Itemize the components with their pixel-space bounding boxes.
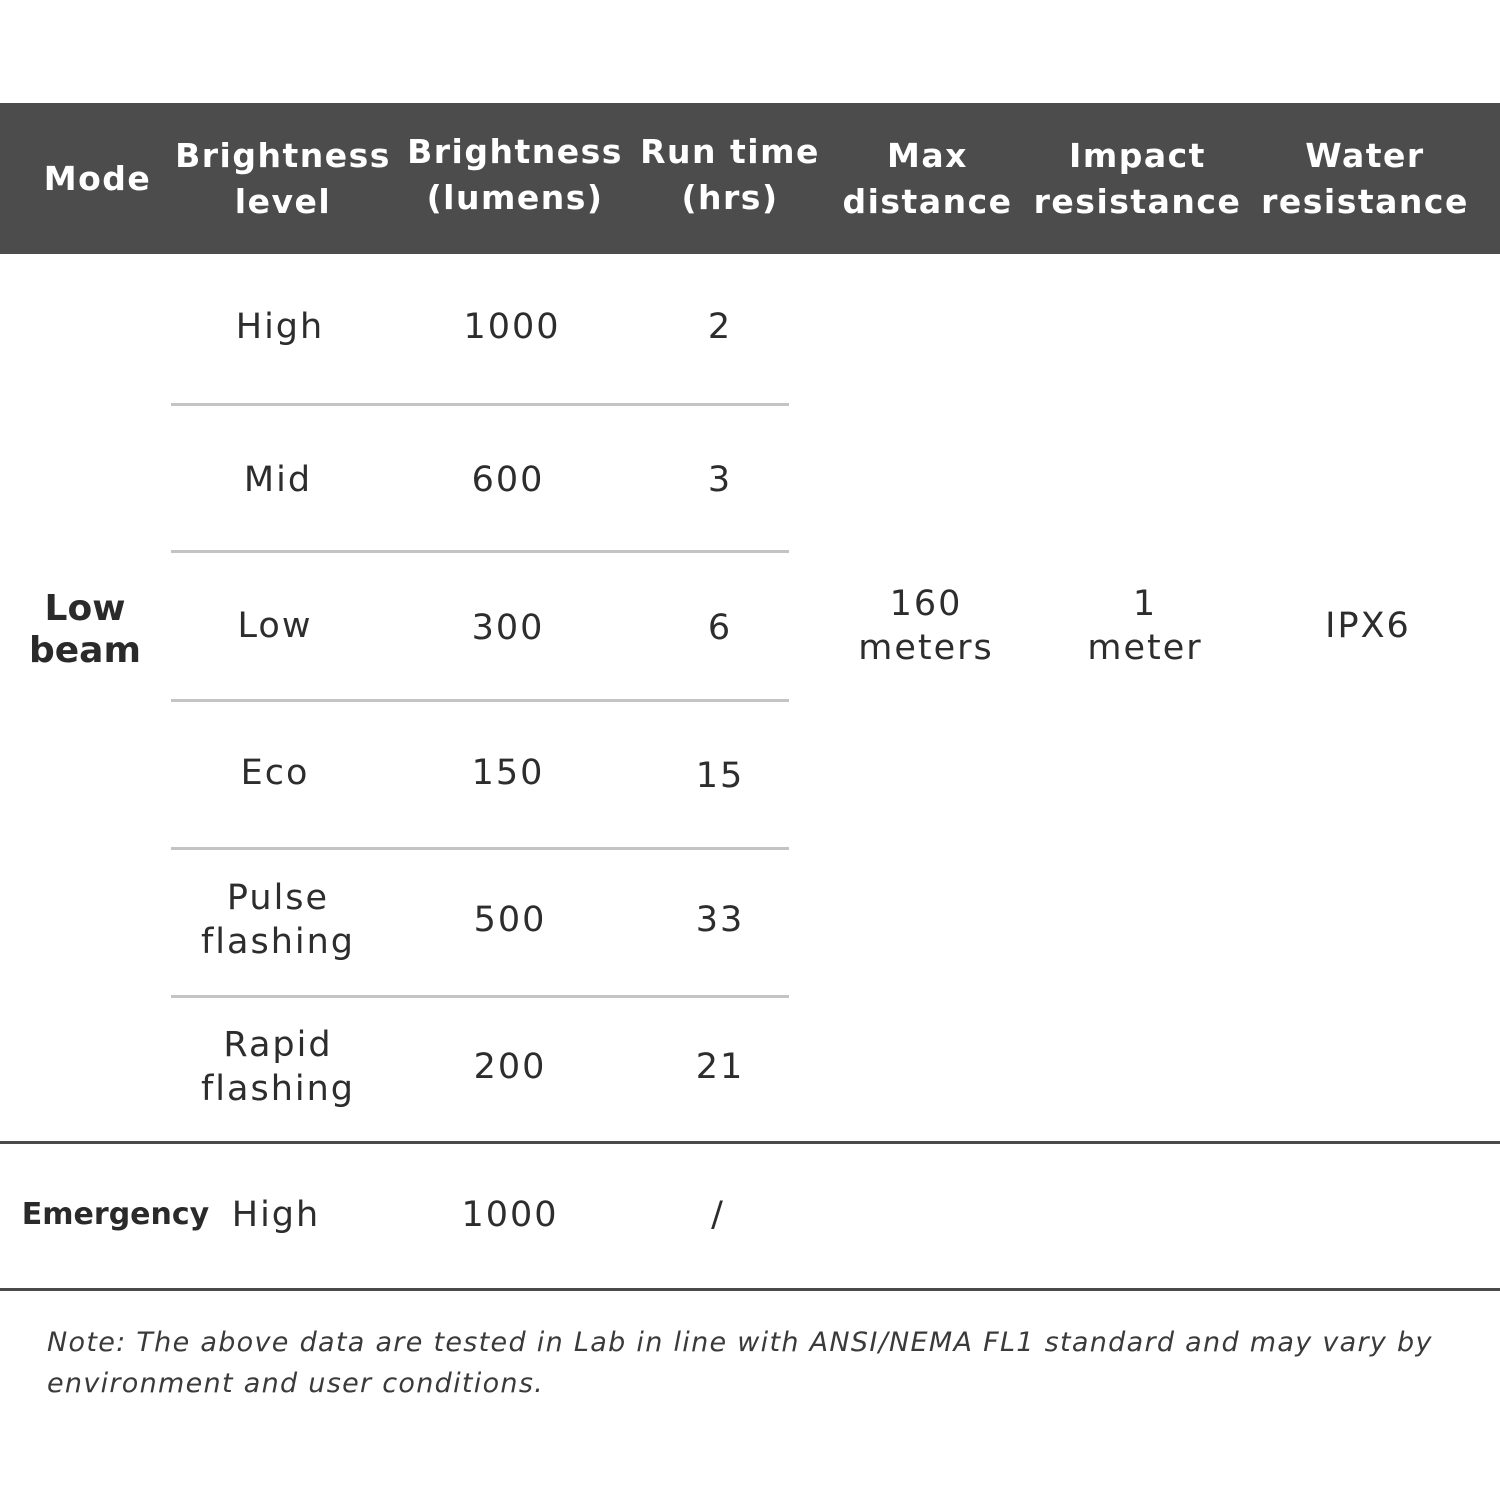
runtime-cell: 33 [695, 900, 745, 940]
row-divider [171, 699, 789, 702]
header-water-resistance: Water resistance [1261, 135, 1469, 221]
lumens-cell: 600 [471, 460, 545, 500]
runtime-cell: / [711, 1195, 725, 1235]
lumens-cell: 300 [471, 608, 545, 648]
header-brightness-lumens: Brightness (lumens) [407, 131, 623, 217]
lumens-cell: 500 [473, 900, 547, 940]
level-cell: Pulse flashing [200, 878, 356, 962]
table-bottom-rule [0, 1288, 1500, 1291]
header-impact-resistance: Impact resistance [1033, 135, 1242, 221]
footnote: Note: The above data are tested in Lab in line with ANSI/NEMA FL1 standard and may vary by environment and user conditions. [47, 1327, 1433, 1399]
level-cell: High [231, 1195, 321, 1235]
mode-low-beam: Low beam [29, 588, 141, 671]
row-divider [171, 995, 789, 998]
level-cell: Mid [243, 460, 313, 500]
header-brightness-level: Brightness level [175, 135, 391, 221]
runtime-cell: 21 [695, 1047, 745, 1087]
table-header [0, 103, 1500, 254]
section-divider [0, 1141, 1500, 1144]
row-divider [171, 403, 789, 406]
level-cell: Eco [240, 753, 310, 793]
runtime-cell: 15 [695, 756, 745, 796]
max-distance-value: 160 meters [858, 584, 994, 668]
row-divider [171, 550, 789, 553]
runtime-cell: 2 [707, 307, 733, 347]
row-divider [171, 847, 789, 850]
lumens-cell: 150 [471, 753, 545, 793]
header-run-time: Run time (hrs) [640, 131, 820, 217]
header-max-distance: Max distance [842, 135, 1013, 221]
water-resistance-value: IPX6 [1325, 606, 1411, 646]
runtime-cell: 6 [707, 608, 733, 648]
mode-emergency: Emergency [21, 1197, 210, 1232]
impact-resistance-value: 1 meter [1087, 584, 1203, 668]
level-cell: High [235, 307, 325, 347]
level-cell: Rapid flashing [200, 1025, 356, 1109]
lumens-cell: 1000 [461, 1195, 559, 1235]
lumens-cell: 1000 [463, 307, 561, 347]
header-mode: Mode [43, 158, 152, 198]
level-cell: Low [237, 606, 313, 646]
lumens-cell: 200 [473, 1047, 547, 1087]
runtime-cell: 3 [707, 460, 733, 500]
